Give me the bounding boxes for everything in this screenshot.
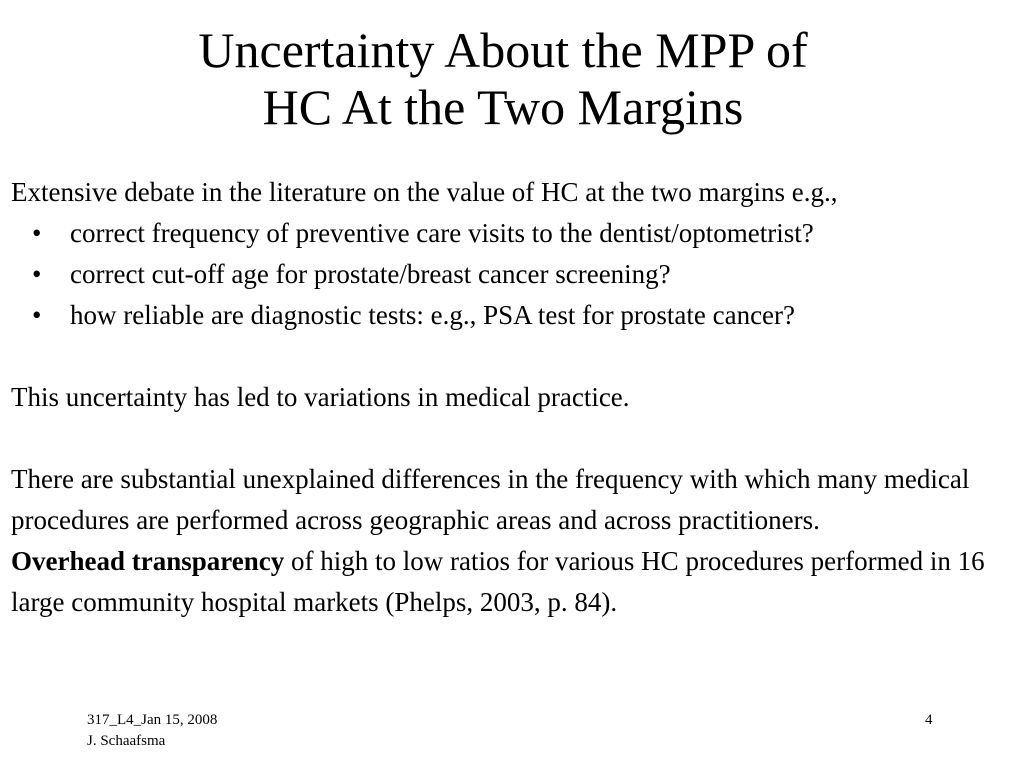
bullet-text: how reliable are diagnostic tests: e.g., PSA test for prostate cancer? xyxy=(70,300,796,330)
page-number: 4 xyxy=(925,712,933,728)
overhead-paragraph xyxy=(11,541,1016,623)
title-line-2: HC At the Two Margins xyxy=(262,79,744,135)
slide-body xyxy=(11,172,1016,623)
intro-paragraph: Extensive debate in the literature on the value of HC at the two margins e.g., xyxy=(11,177,838,207)
overhead-bold-text: Overhead transparency xyxy=(11,546,285,576)
bullet-item xyxy=(11,295,1016,336)
footer-left xyxy=(87,710,217,752)
differences-paragraph: There are substantial unexplained differences in the frequency with which many medical procedures are performed across geographic areas and across practitioners. xyxy=(11,464,970,535)
bullet-item xyxy=(11,254,1016,295)
footer-course-date: 317_L4_Jan 15, 2008 xyxy=(87,712,218,728)
slide-title xyxy=(0,22,1006,136)
bullet-text: correct frequency of preventive care visits to the dentist/optometrist? xyxy=(70,218,814,248)
bullet-marker: • xyxy=(32,259,42,289)
uncertainty-paragraph: This uncertainty has led to variations in medical practice. xyxy=(11,382,630,412)
bullet-marker: • xyxy=(32,218,42,248)
footer-author: J. Schaafsma xyxy=(87,733,166,749)
bullet-marker: • xyxy=(32,300,42,330)
blank-line xyxy=(11,336,1016,377)
bullet-text: correct cut-off age for prostate/breast cancer screening? xyxy=(70,259,671,289)
overhead-rest-text: of high to low ratios for various HC procedures performed in 16 large community hospital markets (Phelps, 2003, p. 84). xyxy=(11,546,985,617)
title-line-1: Uncertainty About the MPP of xyxy=(198,22,808,78)
bullet-item xyxy=(11,213,1016,254)
blank-line xyxy=(11,418,1016,459)
bullet-list xyxy=(11,213,1016,336)
